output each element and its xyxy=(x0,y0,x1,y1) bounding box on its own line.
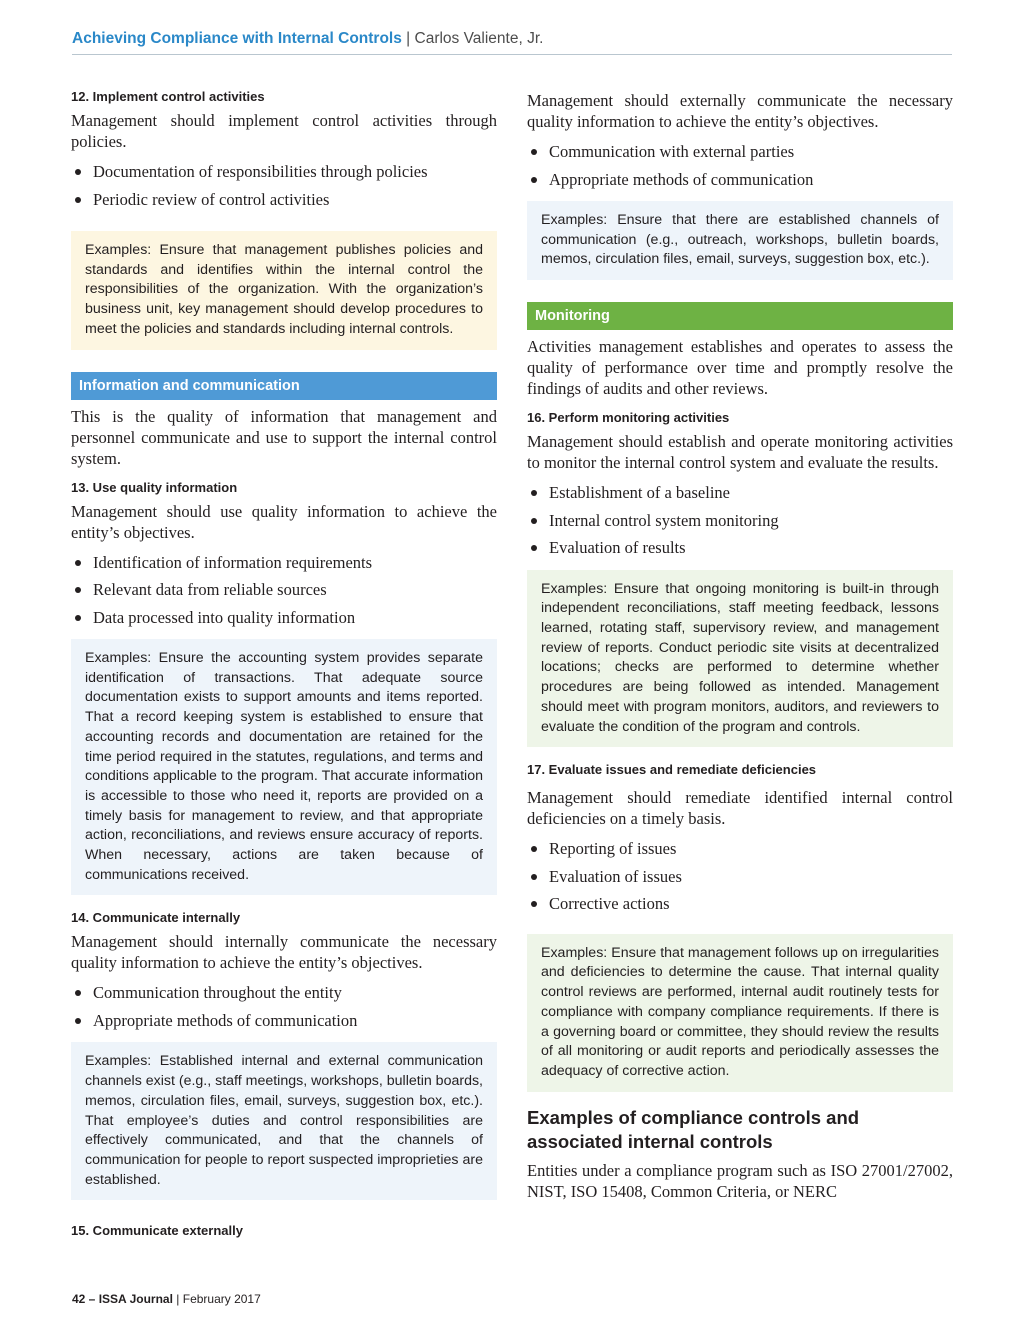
examples-section-body: Entities under a compliance program such as ISO 27001/27002, NIST, ISO 15408, Common Criteria, or NERC xyxy=(527,1160,953,1201)
bullet-item xyxy=(71,1007,497,1035)
section-15-body: Management should externally communicate the necessary quality information to achieve the entity’s objectives. xyxy=(527,91,953,131)
bullet-item xyxy=(71,158,497,186)
bullet-text: Evaluation of results xyxy=(549,538,686,558)
section-17-bullets xyxy=(527,835,953,918)
info-communication-bar: Information and communication xyxy=(71,372,497,400)
section-15-example-box: Examples: Ensure that there are established channels of communication (e.g., outreach, workshops, bulletin boards, memos, circulation files, email, surveys, suggestion box, etc.). xyxy=(527,201,953,280)
bullet-item xyxy=(71,979,497,1007)
info-communication-body: This is the quality of information that management and personnel communicate and use to support the internal control system. xyxy=(71,406,497,468)
bullet-icon xyxy=(531,490,537,496)
bullet-item xyxy=(71,604,497,632)
bullet-text: Corrective actions xyxy=(549,894,670,914)
section-14-example-box: Examples: Established internal and external communication channels exist (e.g., staff meetings, workshops, bulletin boards, memos, circulation files, email, surveys, suggestion box, etc.). That employee’s duties and control responsibilities are effectively communicated, and that the channels of communication for people to report suspected improprieties are established. xyxy=(71,1042,497,1200)
bullet-text: Internal control system monitoring xyxy=(549,510,779,530)
section-13-bullets xyxy=(71,549,497,632)
bullet-text: Data processed into quality information xyxy=(93,607,356,627)
running-header xyxy=(72,28,952,55)
bullet-text: Relevant data from reliable sources xyxy=(93,580,327,600)
bullet-icon xyxy=(531,149,537,155)
bullet-icon xyxy=(75,615,81,621)
bullet-text: Reporting of issues xyxy=(549,839,677,859)
section-16-example-box: Examples: Ensure that ongoing monitoring is built-in through independent reconciliations, staff meeting feedback, lessons learned, rotating staff, supervisory review, and management review of reports. Conduct periodic site visits at decentralized locations; checks are performed to determine whether procedures are being followed as intended. Management should meet with program monitors, auditors, and reviewers to evaluate the condition of the program and controls. xyxy=(527,570,953,748)
bullet-icon xyxy=(531,545,537,551)
bullet-icon xyxy=(75,587,81,593)
examples-section-heading: Examples of compliance controls and associated internal controls xyxy=(527,1106,860,1152)
bullet-text: Evaluation of issues xyxy=(549,866,682,886)
bullet-item xyxy=(527,835,953,863)
bullet-icon xyxy=(531,874,537,880)
section-15-heading: 15. Communicate externally xyxy=(71,1223,243,1239)
section-12-bullets xyxy=(71,158,497,213)
section-17-body: Management should remediate identified internal control deficiencies on a timely basis. xyxy=(527,788,953,829)
article-title: Achieving Compliance with Internal Controls xyxy=(72,30,402,47)
bullet-text: Establishment of a baseline xyxy=(549,483,730,503)
footer-page: 42 – ISSA Journal xyxy=(72,1292,173,1306)
bullet-item xyxy=(71,576,497,604)
page-footer xyxy=(72,1292,261,1306)
section-12-body: Management should implement control activities through policies. xyxy=(71,111,497,151)
bullet-item xyxy=(527,507,953,535)
section-14-body: Management should internally communicate the necessary quality information to achieve the entity’s objectives. xyxy=(71,932,497,973)
section-12-heading: 12. Implement control activities xyxy=(71,89,265,104)
bullet-icon xyxy=(75,560,81,566)
bullet-icon xyxy=(75,990,81,996)
monitoring-body: Activities management establishes and operates to assess the quality of performance over time and promptly resolve the findings of audits and other reviews. xyxy=(527,337,953,399)
section-16-heading: 16. Perform monitoring activities xyxy=(527,410,730,426)
section-14-bullets xyxy=(71,979,497,1034)
bullet-icon xyxy=(531,177,537,183)
bullet-text: Documentation of responsibilities through policies xyxy=(93,162,428,181)
bullet-item xyxy=(527,479,953,507)
section-15-bullets xyxy=(527,138,953,193)
bullet-text: Appropriate methods of communication xyxy=(549,169,814,189)
monitoring-bar: Monitoring xyxy=(527,302,953,330)
bullet-text: Communication throughout the entity xyxy=(93,983,342,1003)
bullet-icon xyxy=(75,169,81,175)
bullet-icon xyxy=(531,901,537,907)
left-column xyxy=(71,88,497,1244)
section-13-example-box: Examples: Ensure the accounting system provides separate identification of transactions. That adequate source documentation exists to support amounts and items reported. That a record keeping system is established to ensure that accounting records and documentation are retained for the time period required in the statutes, regulations, and terms and conditions applicable to the program. That accurate information is accessible to those who need it, reports are provided on a timely basis for management to review, and that appropriate action, reconciliations, and reviews ensure accuracy of reports. When necessary, actions are taken because of communications received. xyxy=(71,639,497,895)
article-author: Carlos Valiente, Jr. xyxy=(414,30,544,47)
bullet-item xyxy=(527,138,953,166)
bullet-item xyxy=(527,863,953,891)
bullet-icon xyxy=(75,1018,81,1024)
section-13-body: Management should use quality information to achieve the entity’s objectives. xyxy=(71,501,497,542)
bullet-item xyxy=(527,534,953,562)
header-separator: | xyxy=(401,30,415,47)
bullet-text: Periodic review of control activities xyxy=(93,189,330,209)
section-12-example-box: Examples: Ensure that management publishes policies and standards and identifies within the internal control the responsibilities of the organization. With the organization’s business unit, key management should develop procedures to meet the policies and standards including internal controls. xyxy=(71,231,497,350)
bullet-item xyxy=(71,549,497,577)
bullet-item xyxy=(527,890,953,918)
section-17-example-box: Examples: Ensure that management follows up on irregularities and deficiencies to determine the cause. That internal quality control reviews are performed, internal audit routinely tests for compliance with company compliance requirements. If there is a governing board or committee, they should review the results of all monitoring or audit reports and periodically assesses the adequacy of corrective action. xyxy=(527,934,953,1092)
footer-date: February 2017 xyxy=(182,1292,261,1306)
section-16-bullets xyxy=(527,479,953,562)
bullet-text: Appropriate methods of communication xyxy=(93,1010,358,1030)
bullet-icon xyxy=(75,197,81,203)
bullet-icon xyxy=(531,846,537,852)
section-14-heading: 14. Communicate internally xyxy=(71,910,241,926)
section-17-heading: 17. Evaluate issues and remediate deficiencies xyxy=(527,762,817,778)
section-16-body: Management should establish and operate monitoring activities to monitor the internal control system and evaluate the results. xyxy=(527,432,953,473)
bullet-text: Communication with external parties xyxy=(549,142,795,161)
bullet-item xyxy=(71,186,497,214)
bullet-item xyxy=(527,166,953,194)
bullet-text: Identification of information requirements xyxy=(93,552,373,572)
right-column xyxy=(527,90,953,1208)
section-13-heading: 13. Use quality information xyxy=(71,479,238,495)
footer-separator: | xyxy=(172,1292,183,1306)
bullet-icon xyxy=(531,518,537,524)
